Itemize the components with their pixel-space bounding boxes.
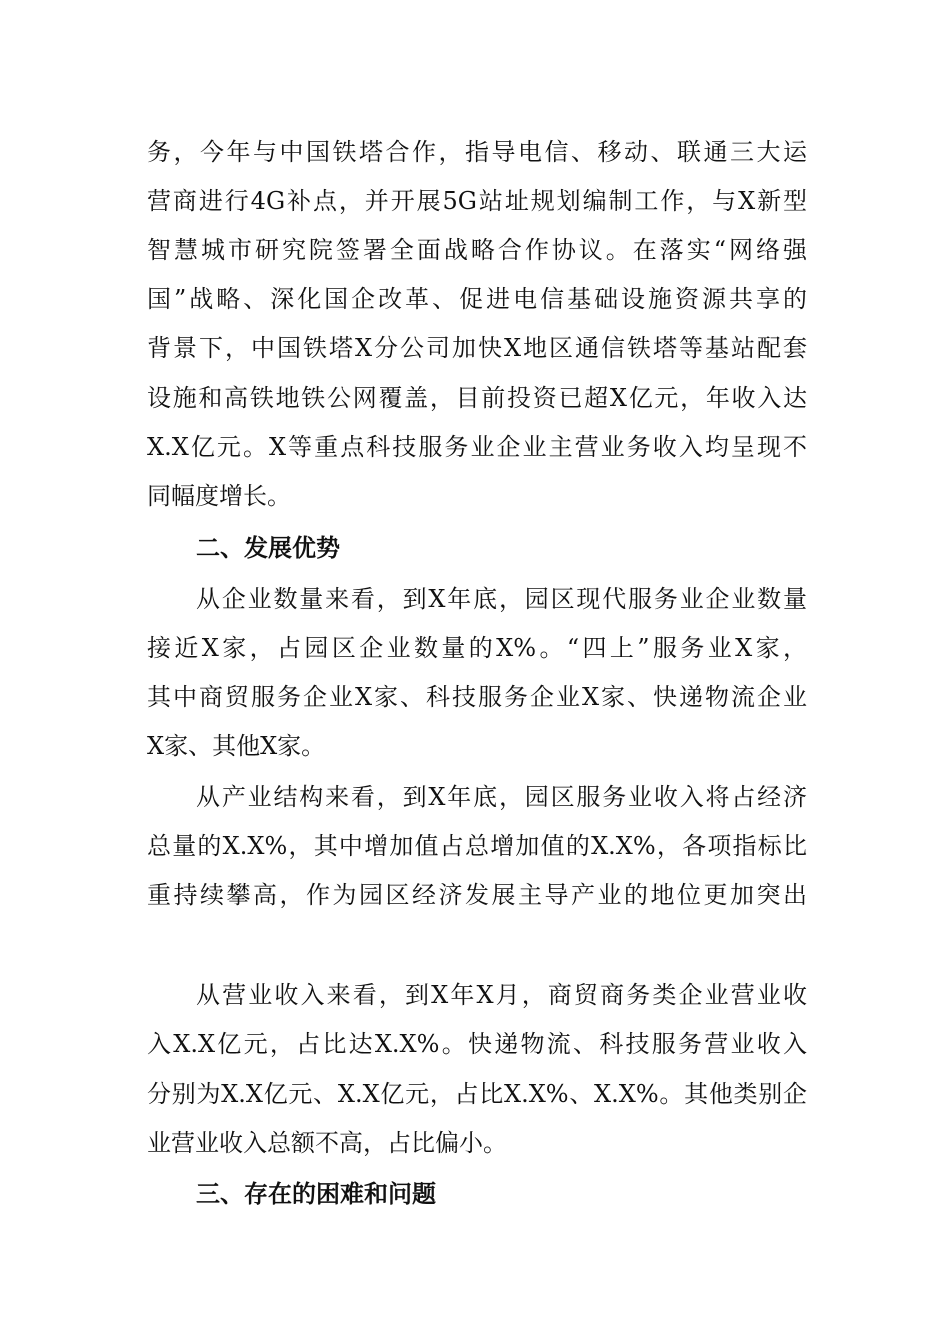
text-line: 从产业结构来看，到X年底，园区服务业收入将占经济 bbox=[196, 783, 807, 811]
text-line: X家、其他X家。 bbox=[147, 732, 326, 760]
text-line: 分别为X.X亿元、X.X亿元，占比X.X%、X.X%。其他类别企 bbox=[147, 1080, 807, 1108]
text-line: 重持续攀高，作为园区经济发展主导产业的地位更加突出 bbox=[147, 881, 807, 909]
text-line: X.X亿元。X等重点科技服务业企业主营业务收入均呈现不 bbox=[147, 433, 807, 461]
section-heading-advantages: 二、发展优势 bbox=[196, 533, 340, 562]
text-line: 设施和高铁地铁公网覆盖，目前投资已超X亿元，年收入达 bbox=[147, 384, 807, 412]
text-line: 营商进行4G补点，并开展5G站址规划编制工作，与X新型 bbox=[147, 187, 807, 215]
text-line: 入X.X亿元，占比达X.X%。快递物流、科技服务营业收入 bbox=[147, 1030, 807, 1058]
text-line: 背景下，中国铁塔X分公司加快X地区通信铁塔等基站配套 bbox=[147, 334, 807, 362]
text-line: 从营业收入来看，到X年X月，商贸商务类企业营业收 bbox=[196, 981, 807, 1009]
text-line: 接近X家，占园区企业数量的X%。“四上”服务业X家， bbox=[147, 634, 807, 662]
text-line: 智慧城市研究院签署全面战略合作协议。在落实“网络强 bbox=[147, 236, 807, 264]
text-line: 业营业收入总额不高，占比偏小。 bbox=[147, 1129, 507, 1157]
text-line: 总量的X.X%，其中增加值占总增加值的X.X%，各项指标比 bbox=[147, 832, 807, 860]
section-heading-problems: 三、存在的困难和问题 bbox=[196, 1179, 436, 1208]
text-line: 同幅度增长。 bbox=[147, 482, 291, 510]
text-line: 从企业数量来看，到X年底，园区现代服务业企业数量 bbox=[196, 585, 807, 613]
text-line: 国”战略、深化国企改革、促进电信基础设施资源共享的 bbox=[147, 285, 807, 313]
text-line: 其中商贸服务企业X家、科技服务企业X家、快递物流企业 bbox=[147, 683, 807, 711]
text-line: 务，今年与中国铁塔合作，指导电信、移动、联通三大运 bbox=[147, 138, 807, 166]
